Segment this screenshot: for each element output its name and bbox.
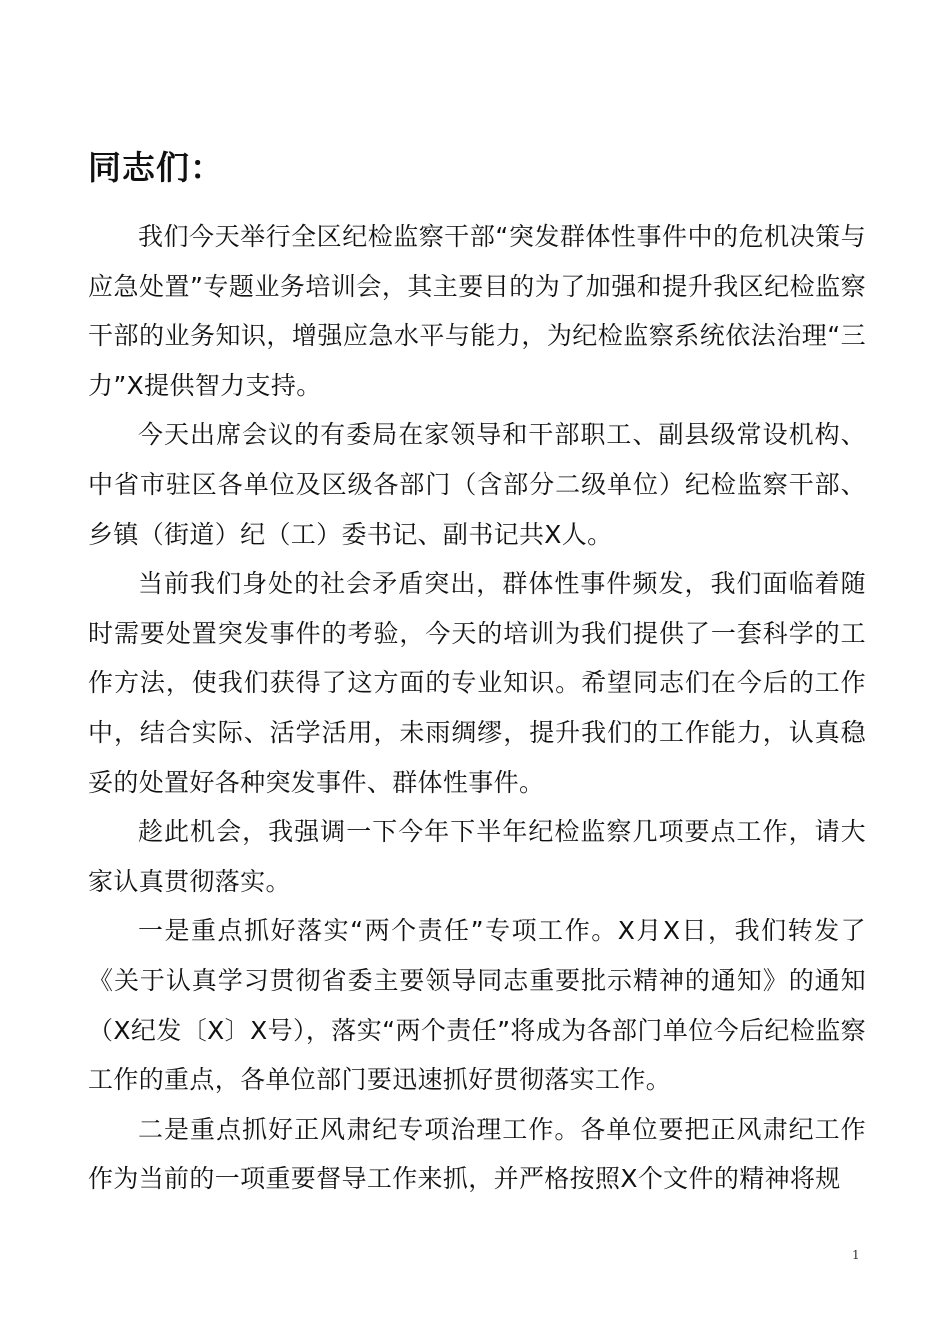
paragraph-point-two: 二是重点抓好正风肃纪专项治理工作。各单位要把正风肃纪工作作为当前的一项重要督导工作来抓，并严格按照X个文件的精神将规 — [88, 1114, 866, 1194]
salutation-heading: 同志们： — [88, 148, 224, 187]
page-number: 1 — [852, 1248, 860, 1262]
paragraph-point-one: 一是重点抓好落实“两个责任”专项工作。X月X日，我们转发了《关于认真学习贯彻省委主要领导同志重要批示精神的通知》的通知（X纪发〔X〕X号），落实“两个责任”将成为各部门单位今后纪检监察工作的重点，各单位部门要迅速抓好贯彻落实工作。 — [88, 916, 866, 1095]
paragraph-key-work-intro: 趁此机会，我强调一下今年下半年纪检监察几项要点工作，请大家认真贯彻落实。 — [88, 817, 866, 896]
document-body — [88, 146, 866, 1204]
paragraph-current-situation: 当前我们身处的社会矛盾突出，群体性事件频发，我们面临着随时需要处置突发事件的考验，今天的培训为我们提供了一套科学的工作方法，使我们获得了这方面的专业知识。希望同志们在今后的工作中，结合实际、活学活用，未雨绸缪，提升我们的工作能力，认真稳妥的处置好各种突发事件、群体性事件。 — [88, 569, 866, 797]
paragraph-attendees: 今天出席会议的有委局在家领导和干部职工、副县级常设机构、中省市驻区各单位及区级各部门（含部分二级单位）纪检监察干部、乡镇（街道）纪（工）委书记、副书记共X人。 — [88, 420, 866, 549]
paragraph-training-purpose: 我们今天举行全区纪检监察干部“突发群体性事件中的危机决策与应急处置”专题业务培训会，其主要目的为了加强和提升我区纪检监察干部的业务知识，增强应急水平与能力，为纪检监察系统依法治理“三力”X提供智力支持。 — [88, 222, 866, 400]
